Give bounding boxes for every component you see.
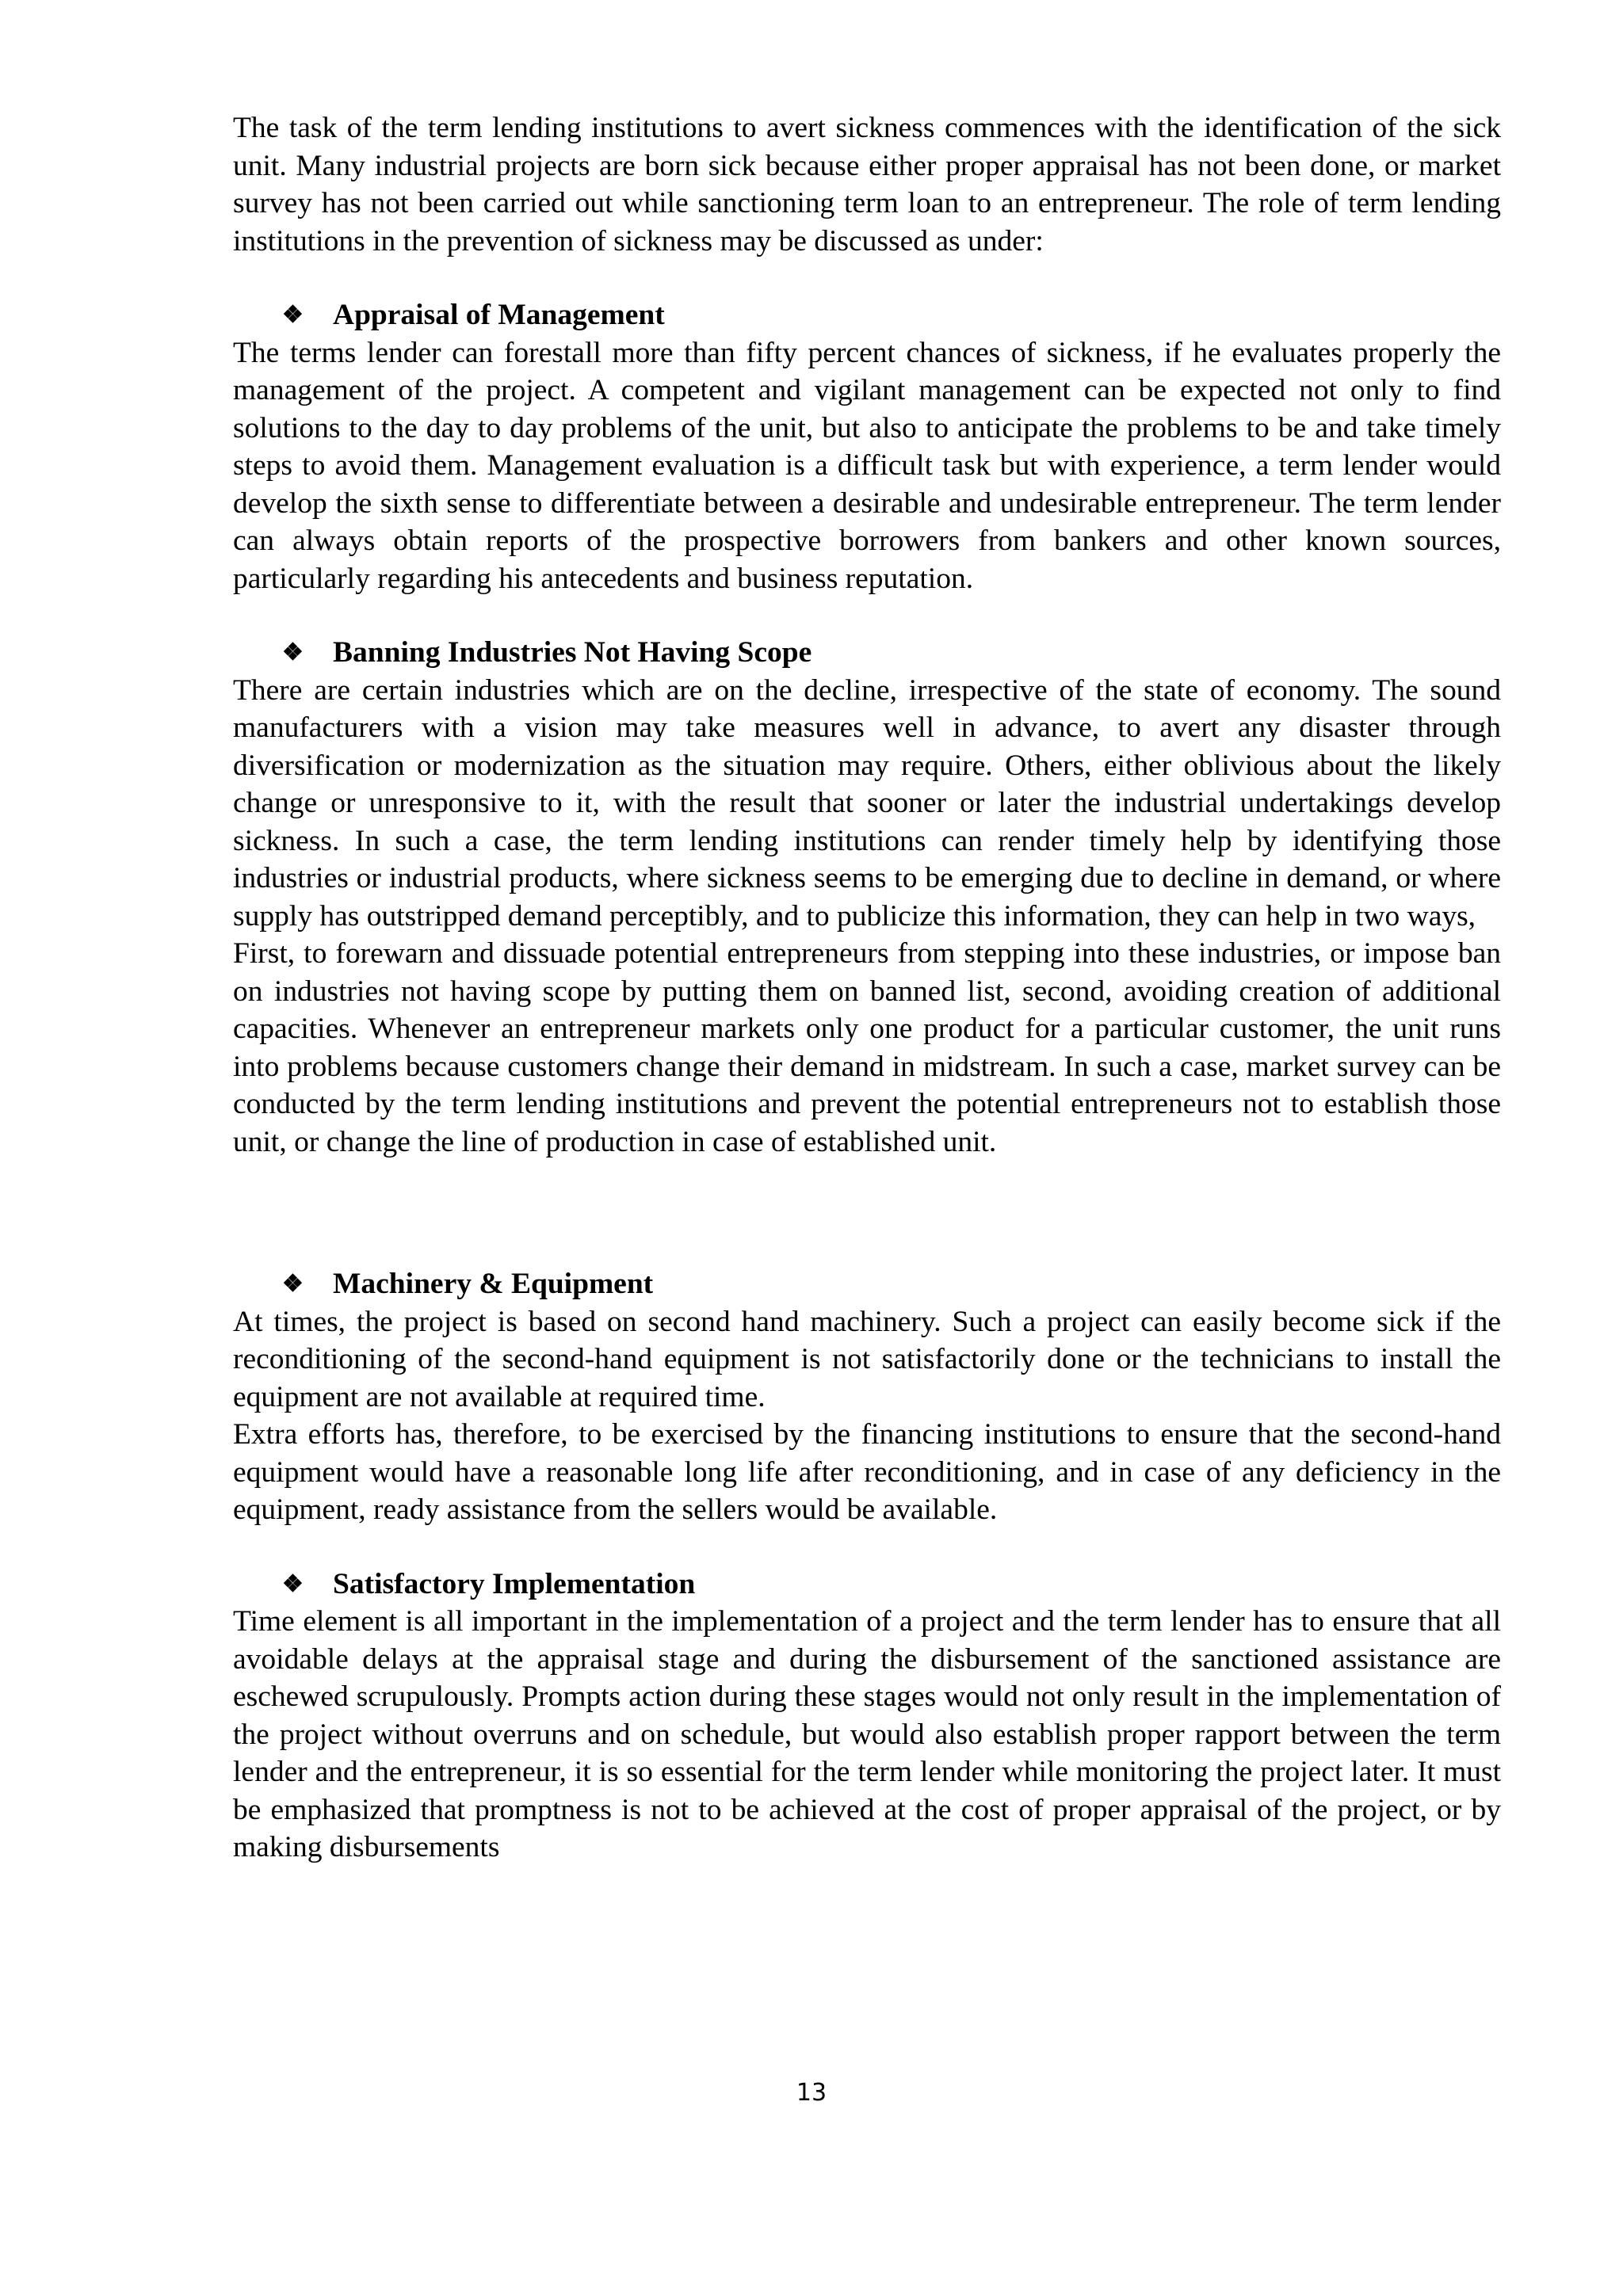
section-heading bbox=[233, 296, 1501, 334]
section-heading-text: Banning Industries Not Having Scope bbox=[333, 636, 812, 669]
section-paragraph: Time element is all important in the implementation of a project and the term lender has to ensure that all avoidable delays at the appraisal stage and during the disbursement of the sanctioned assistance are eschewed scrupulously. Prompts action during these stages would not only result in the implementation of the project without overruns and on schedule, but would also establish proper rapport between the term lender and the entrepreneur, it is so essential for the term lender while monitoring the project later. It must be emphasized that promptness is not to be achieved at the cost of proper appraisal of the project, or by making disbursements bbox=[233, 1605, 1501, 1863]
section-heading bbox=[233, 1566, 1501, 1604]
section-paragraph: Extra efforts has, therefore, to be exercised by the financing institutions to ensure that the second-hand equipment would have a reasonable long life after reconditioning, and in case of any deficiency in the equipment, ready assistance from the sellers would be available. bbox=[233, 1418, 1501, 1526]
page-content bbox=[233, 109, 1501, 1867]
section-paragraph: First, to forewarn and dissuade potential entrepreneurs from stepping into these industries, or impose ban on industries not having scope by putting them on banned list, second, avoiding creation of additional capacities. Whenever an entrepreneur markets only one product for a particular customer, the unit runs into problems because customers change their demand in midstream. In such a case, market survey can be conducted by the term lending institutions and prevent the potential entrepreneurs not to establish those unit, or change the line of production in case of established unit. bbox=[233, 937, 1501, 1158]
section-machinery-equipment bbox=[233, 1265, 1501, 1529]
section-heading bbox=[233, 634, 1501, 672]
section-appraisal-of-management bbox=[233, 296, 1501, 597]
diamond-bullet-icon: ❖ bbox=[282, 1570, 304, 1597]
section-paragraph: The terms lender can forestall more than fifty percent chances of sickness, if he evaluates properly the management of the project. A competent and vigilant management can be expected not only to find solutions to the day to day problems of the unit, but also to anticipate the problems to be and take timely steps to avoid them. Management evaluation is a difficult task but with experience, a term lender would develop the sixth sense to differentiate between a desirable and undesirable entrepreneur. The term lender can always obtain reports of the prospective borrowers from bankers and other known sources, particularly regarding his antecedents and business reputation. bbox=[233, 336, 1501, 595]
spacer bbox=[233, 597, 1501, 634]
section-banning-industries bbox=[233, 634, 1501, 1161]
section-heading bbox=[233, 1265, 1501, 1303]
section-paragraph: There are certain industries which are on the decline, irrespective of the state of economy. The sound manufacturers with a vision may take measures well in advance, to avert any disaster through diversification or modernization as the situation may require. Others, either oblivious about the likely change or unresponsive to it, with the result that sooner or later the industrial undertakings develop sickness. In such a case, the term lending institutions can render timely help by identifying those industries or industrial products, where sickness seems to be emerging due to decline in demand, or where supply has outstripped demand perceptibly, and to publicize this information, they can help in two ways, bbox=[233, 673, 1501, 933]
spacer bbox=[233, 260, 1501, 296]
section-heading-text: Machinery & Equipment bbox=[333, 1268, 654, 1300]
section-heading-text: Satisfactory Implementation bbox=[333, 1567, 696, 1600]
section-satisfactory-implementation bbox=[233, 1566, 1501, 1867]
intro-paragraph: The task of the term lending institutions to avert sickness commences with the identification of the sick unit. Many industrial projects are born sick because either proper appraisal has not been done, or market survey has not been carried out while sanctioning term loan to an entrepreneur. The role of term lending institutions in the prevention of sickness may be discussed as under: bbox=[233, 112, 1501, 257]
diamond-bullet-icon: ❖ bbox=[282, 639, 304, 666]
diamond-bullet-icon: ❖ bbox=[282, 1271, 304, 1297]
spacer bbox=[233, 1529, 1501, 1566]
page-number: 13 bbox=[796, 2079, 827, 2107]
section-heading-text: Appraisal of Management bbox=[333, 299, 665, 331]
spacer bbox=[233, 1161, 1501, 1265]
section-paragraph: At times, the project is based on second hand machinery. Such a project can easily become sick if the reconditioning of the second-hand equipment is not satisfactorily done or the technicians to install the equipment are not available at required time. bbox=[233, 1305, 1501, 1413]
diamond-bullet-icon: ❖ bbox=[282, 302, 304, 328]
